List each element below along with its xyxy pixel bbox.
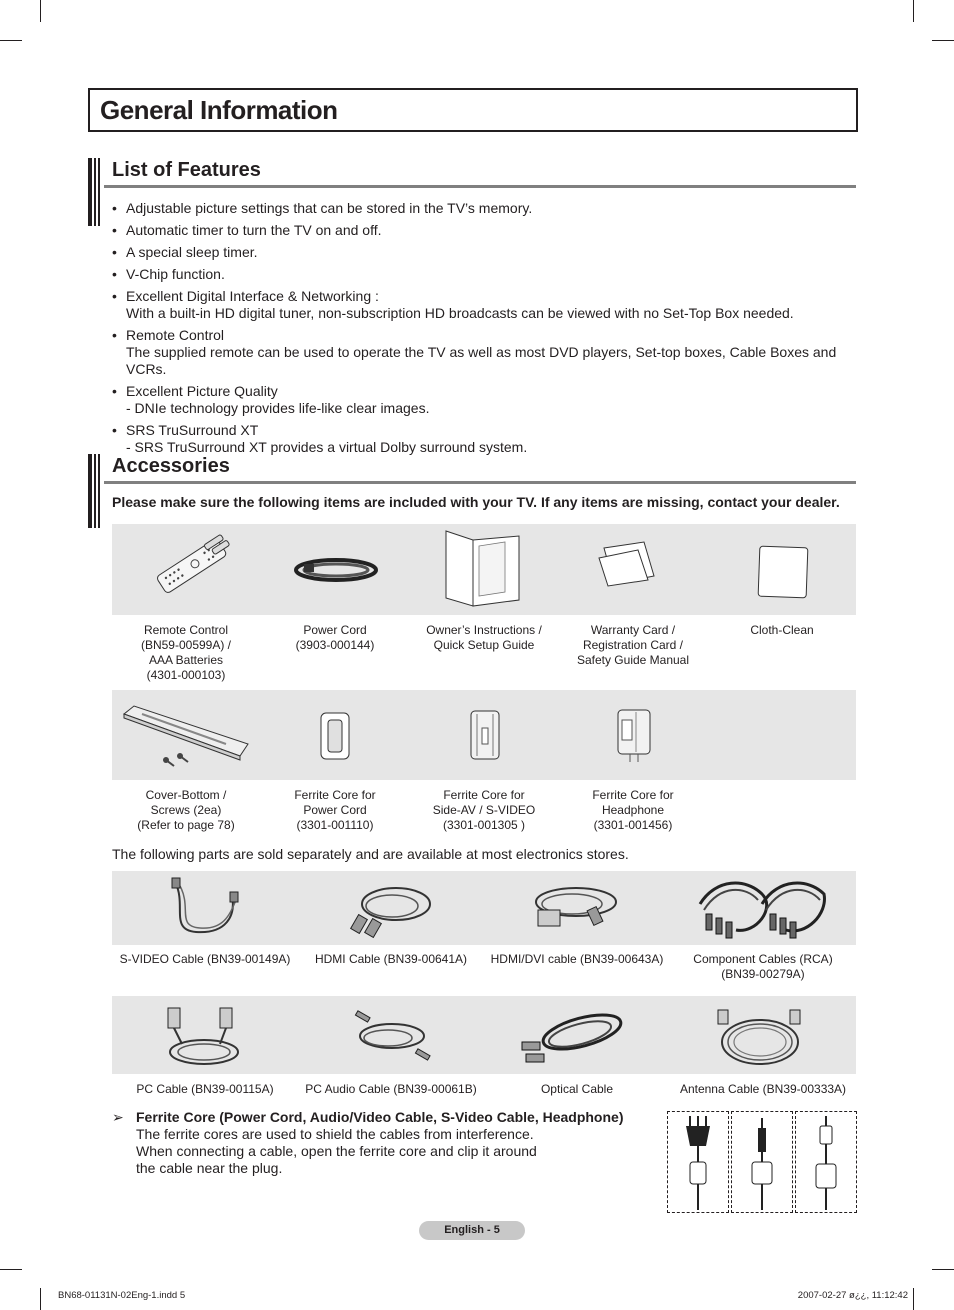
item-caption: Antenna Cable (BN39-00333A) <box>679 1082 847 1096</box>
item-caption: Optical Cable <box>540 1082 614 1096</box>
svideo-cable-icon <box>166 876 246 940</box>
cover-bottom-icon <box>122 702 250 770</box>
pc-audio-cable-icon <box>352 1008 436 1068</box>
page-title-box <box>88 88 858 132</box>
item-caption: Power Cord (3903-000144) <box>295 623 375 652</box>
manual-booklet-icon <box>443 528 523 608</box>
antenna-cable-icon <box>714 1006 806 1070</box>
item-caption: Owner’s Instructions / Quick Setup Guide <box>426 623 542 652</box>
section-bar <box>88 158 100 226</box>
ferrite-core-icon <box>468 708 502 762</box>
item-caption: HDMI Cable (BN39-00641A) <box>314 952 468 966</box>
list-item: • Automatic timer to turn the TV on and off. <box>112 222 382 238</box>
list-item: • Adjustable picture settings that can be stored in the TV’s memory. <box>112 200 533 216</box>
list-item: • Remote Control The supplied remote can be used to operate the TV as well as most DVD players, Set-top boxes, Cable Boxes and VCRs. <box>112 327 837 377</box>
item-caption: Cloth-Clean <box>750 623 814 637</box>
cloth-icon <box>756 544 810 600</box>
footer-timestamp: 2007-02-27 ø¿¿, 11:12:42 <box>797 1290 908 1301</box>
list-item: • Excellent Picture Quality - DNIe technology provides life-like clear images. <box>112 383 430 416</box>
crop-mark <box>913 0 914 22</box>
ferrite-illustration <box>795 1111 857 1213</box>
ferrite-note-heading: Ferrite Core (Power Cord, Audio/Video Cable, S-Video Cable, Headphone) <box>136 1109 624 1125</box>
ferrite-note-line: When connecting a cable, open the ferrite core and clip it around <box>136 1143 537 1159</box>
power-plug-ferrite-icon <box>668 1112 728 1212</box>
ferrite-illustration <box>731 1111 793 1213</box>
ferrite-note-line: The ferrite cores are used to shield the cables from interference. <box>136 1126 534 1142</box>
ferrite-core-icon <box>614 706 654 766</box>
page-number: English - 5 <box>419 1221 525 1240</box>
item-caption: Component Cables (RCA) (BN39-00279A) <box>693 952 833 981</box>
item-caption: HDMI/DVI cable (BN39-00643A) <box>490 952 664 966</box>
sold-separately-note: The following parts are sold separately and are available at most electronics stores. <box>112 846 629 862</box>
item-caption: Warranty Card / Registration Card / Safety Guide Manual <box>576 623 690 667</box>
hdmi-dvi-cable-icon <box>528 876 620 940</box>
power-cord-icon <box>292 550 380 590</box>
optical-cable-icon <box>520 1006 630 1068</box>
section-rule <box>104 185 856 188</box>
crop-mark <box>40 1288 41 1310</box>
page-title: General Information <box>100 95 338 125</box>
headphone-plug-ferrite-icon <box>796 1112 856 1212</box>
features-list <box>112 200 872 456</box>
pc-cable-icon <box>164 1004 244 1070</box>
item-caption: PC Cable (BN39-00115A) <box>136 1082 274 1096</box>
item-caption: PC Audio Cable (BN39-00061B) <box>305 1082 477 1096</box>
item-caption: Ferrite Core for Headphone (3301-001456) <box>592 788 674 832</box>
accessories-title: Accessories <box>112 455 230 477</box>
component-cable-icon <box>696 874 828 942</box>
crop-mark <box>0 1269 22 1270</box>
section-bar <box>88 454 100 528</box>
item-caption: Ferrite Core for Power Cord (3301-001110) <box>294 788 376 832</box>
ferrite-note-line: the cable near the plug. <box>136 1160 283 1176</box>
warranty-card-icon <box>596 538 660 588</box>
footer-file: BN68-01131N-02Eng-1.indd 5 <box>58 1290 186 1301</box>
crop-mark <box>913 1288 914 1310</box>
item-caption: S-VIDEO Cable (BN39-00149A) <box>119 952 291 966</box>
av-plug-ferrite-icon <box>732 1112 792 1212</box>
section-rule <box>104 481 856 484</box>
features-title: List of Features <box>112 159 261 181</box>
list-item: • SRS TruSurround XT - SRS TruSurround XT provides a virtual Dolby surround system. <box>112 422 528 455</box>
list-item: • A special sleep timer. <box>112 244 258 260</box>
crop-mark <box>932 1269 954 1270</box>
list-item: • V-Chip function. <box>112 266 225 282</box>
ferrite-core-note <box>112 1109 642 1177</box>
accessories-note: Please make sure the following items are included with your TV. If any items are missing, contact your dealer. <box>112 494 840 510</box>
arrow-icon: ➢ <box>112 1109 124 1125</box>
crop-mark <box>0 40 22 41</box>
ferrite-illustration <box>667 1111 729 1213</box>
item-caption: Ferrite Core for Side-AV / S-VIDEO (3301-001305 ) <box>432 788 536 832</box>
list-item: • Excellent Digital Interface & Networking : With a built-in HD digital tuner, non-subscription HD broadcasts can be viewed with no Set-Top Box needed. <box>112 288 794 321</box>
item-caption: Remote Control (BN59-00599A) / AAA Batteries (4301-000103) <box>140 623 232 682</box>
crop-mark <box>40 0 41 22</box>
remote-control-icon <box>146 530 236 614</box>
ferrite-core-icon <box>318 710 352 762</box>
hdmi-cable-icon <box>346 876 436 940</box>
item-caption: Cover-Bottom / Screws (2ea) (Refer to page 78) <box>137 788 235 832</box>
crop-mark <box>932 40 954 41</box>
